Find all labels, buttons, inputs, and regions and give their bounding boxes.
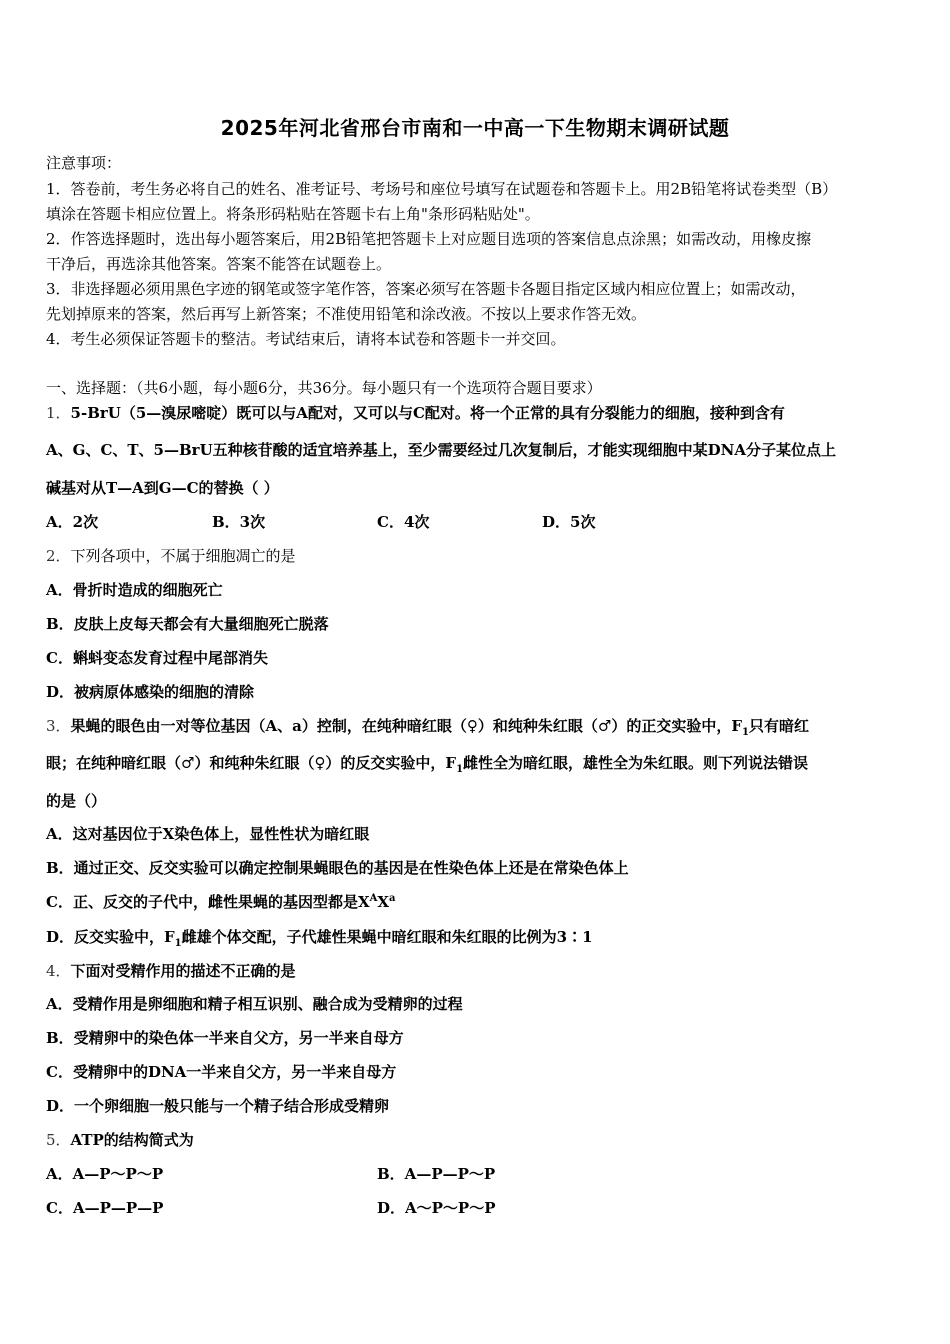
question-4-number: 4． [46,962,71,980]
question-2-option-b: B．皮肤上皮每天都会有大量细胞死亡脱落 [46,615,329,633]
notice-line-2: 填涂在答题卡相应位置上。将条形码粘贴在答题卡右上角"条形码粘贴处"。 [46,205,540,223]
page-title: 2025年河北省邢台市南和一中高一下生物期末调研试题 [220,116,730,140]
question-2-option-d: D．被病原体感染的细胞的清除 [46,683,255,701]
question-1-line-3: 碱基对从T—A到G—C的替换（ ） [46,479,279,497]
question-2-stem: 2．下列各项中，不属于细胞凋亡的是 [46,547,296,565]
question-4-option-b: B．受精卵中的染色体一半来自父方，另一半来自母方 [46,1029,404,1047]
question-1-option-b: B．3次 [212,513,266,531]
notice-line-6: 先划掉原来的答案，然后再写上新答案；不准使用铅笔和涂改液。不按以上要求作答无效。 [46,305,647,323]
notice-line-1: 1．答卷前，考生务必将自己的姓名、准考证号、考场号和座位号填写在试题卷和答题卡上。用2B铅笔将试卷类型（B） [46,180,838,198]
question-3-option-a: A．这对基因位于X染色体上，显性性状为暗红眼 [46,825,370,843]
question-5-stem: 5．ATP的结构简式为 [46,1131,194,1149]
question-3-line-1: 3．果蝇的眼色由一对等位基因（A、a）控制，在纯种暗红眼（♀）和纯种朱红眼（♂）的正交实验中，$F_1$只有暗红 [46,717,809,738]
question-4-option-d: D．一个卵细胞一般只能与一个精子结合形成受精卵 [46,1097,390,1115]
question-1-option-d: D．5次 [542,513,596,531]
question-2-number: 2． [46,547,71,565]
question-1-line-2: A、G、C、T、5—BrU五种核苷酸的适宜培养基上，至少需要经过几次复制后，才能实现细胞中某DNA分子某位点上 [46,441,837,459]
question-1-line-1: 1．5-BrU（5—溴尿嘧啶）既可以与A配对，又可以与C配对。将一个正常的具有分裂能力的细胞，接种到含有 [46,404,785,422]
question-1-option-a: A．2次 [46,513,99,531]
notice-heading: 注意事项： [46,154,122,172]
question-5-option-b: B．A—P—P～P [377,1165,496,1183]
question-4-option-c: C．受精卵中的DNA一半来自父方，另一半来自母方 [46,1063,397,1081]
question-5-option-c: C．A—P—P—P [46,1199,164,1217]
question-5-option-a: A．A—P～P～P [46,1165,164,1183]
question-3-option-b: B．通过正交、反交实验可以确定控制果蝇眼色的基因是在性染色体上还是在常染色体上 [46,859,629,877]
question-3-line-3: 的是（） [46,792,107,810]
question-5-option-d: D．A～P～P～P [377,1199,496,1217]
notice-line-5: 3．非选择题必须用黑色字迹的钢笔或签字笔作答，答案必须写在答题卡各题目指定区域内相应位置上；如需改动， [46,280,806,298]
question-5-number: 5． [46,1131,71,1149]
question-1-number: 1． [46,404,71,422]
question-2-option-a: A．骨折时造成的细胞死亡 [46,581,223,599]
notice-line-4: 干净后，再选涂其他答案。答案不能答在试题卷上。 [46,255,392,273]
question-4-stem: 4．下面对受精作用的描述不正确的是 [46,962,296,980]
question-3-line-2: 眼；在纯种暗红眼（♂）和纯种朱红眼（♀）的反交实验中，$F_1$雌性全为暗红眼，雄性全为朱红眼。则下列说法错误 [46,754,809,775]
question-1-option-c: C．4次 [377,513,430,531]
notice-line-3: 2．作答选择题时，选出每小题答案后，用2B铅笔把答题卡上对应题目选项的答案信息点涂黑；如需改动，用橡皮擦 [46,230,812,248]
question-2-option-c: C．蝌蚪变态发育过程中尾部消失 [46,649,268,667]
notice-line-7: 4．考生必须保证答题卡的整洁。考试结束后，请将本试卷和答题卡一并交回。 [46,330,566,348]
section-heading: 一、选择题：（共6小题，每小题6分，共36分。每小题只有一个选项符合题目要求） [46,379,602,397]
question-3-option-c: C．正、反交的子代中，雌性果蝇的基因型都是$X^AX^a$ [46,893,396,911]
question-4-option-a: A．受精作用是卵细胞和精子相互识别、融合成为受精卵的过程 [46,995,463,1013]
question-3-number: 3． [46,717,71,735]
question-3-option-d: D．反交实验中，$F_1$雌雄个体交配，子代雄性果蝇中暗红眼和朱红眼的比例为3∶1 [46,928,593,949]
